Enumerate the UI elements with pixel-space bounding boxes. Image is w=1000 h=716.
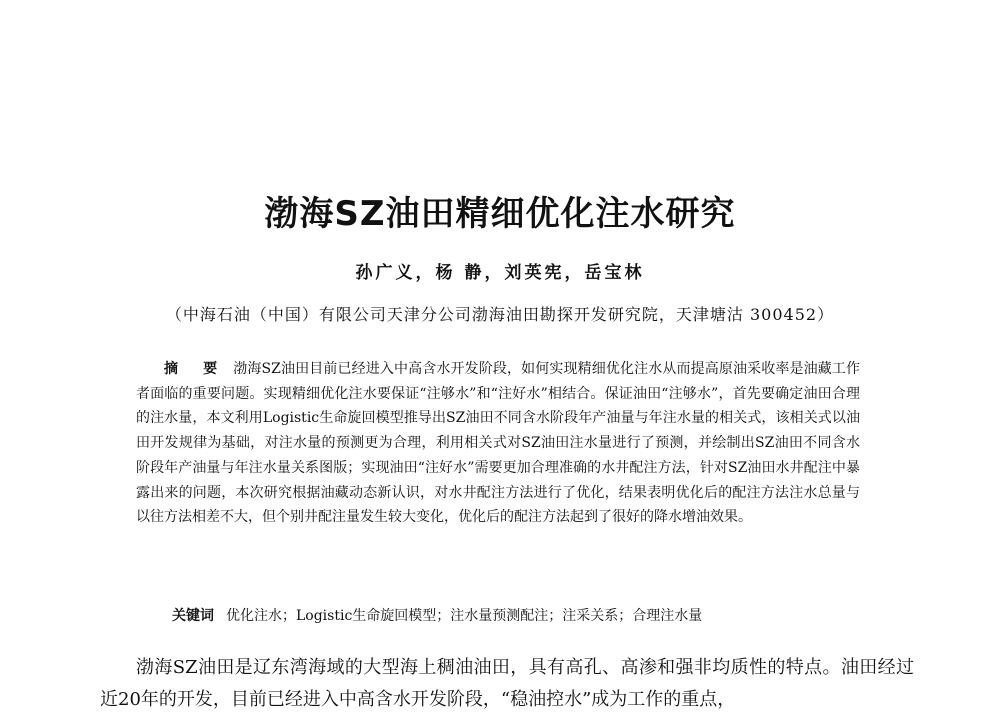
abstract-text: 渤海SZ油田目前已经进入中高含水开发阶段，如何实现精细优化注水从而提高原油采收率是油藏工作者面临的重要问题。实现精细优化注水要保证“注够水”和“注好水”相结合。保证油田“注够水”，首先要确定油田合理的注水量，本文利用Logistic生命旋回模型推导出SZ油田不同含水阶段年产油量与年注水量的相关式，该相关式以油田开发规律为基础，对注水量的预测更为合理，利用相关式对SZ油田注水量进行了预测，并绘制出SZ油田不同含水阶段年产油量与年注水量关系图版；实现油田“注好水”需要更加合理准确的水井配注方法，针对SZ油田水井配注中暴露出来的问题，本次研究根据油藏动态新认识，对水井配注方法进行了优化，结果表明优化后的配注方法注水总量与以往方法相差不大，但个别井配注量发生较大变化，优化后的配注方法起到了很好的降水增油效果。 <box>136 361 861 526</box>
author-list: 孙广义，杨 静，刘英宪，岳宝林 <box>355 263 645 283</box>
abstract-block <box>136 357 860 530</box>
keywords-block <box>172 604 860 628</box>
keywords-text: 优化注水；Logistic生命旋回模型；注水量预测配注；注采关系；合理注水量 <box>226 608 703 624</box>
paper-title: 渤海SZ油田精细优化注水研究 <box>264 194 736 234</box>
abstract-label: 摘 要 <box>164 361 228 377</box>
keywords-label: 关键词 <box>172 608 214 624</box>
body-paragraph: 渤海SZ油田是辽东湾海域的大型海上稠油油田，具有高孔、高渗和强非均质性的特点。油田经过近20年的开发，目前已经进入中高含水开发阶段，“稳油控水”成为工作的重点， <box>100 657 914 710</box>
author-affiliation: （中海石油（中国）有限公司天津分公司渤海油田勘探开发研究院，天津塘沽 300452） <box>165 305 835 324</box>
